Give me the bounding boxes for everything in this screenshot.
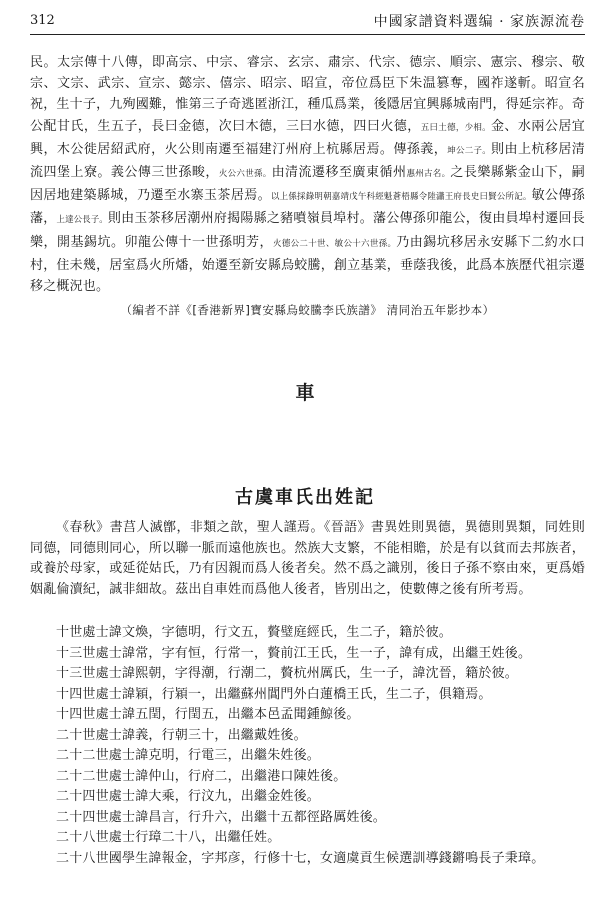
header-rule [30,34,585,35]
page-header [30,8,585,34]
list-item: 十世處士諱文煥，字德明，行文五，贅璧庭經氏，生二子，籍於彼。 [56,625,453,640]
page-number: 312 [30,13,55,28]
migration-paragraph [30,52,585,297]
list-item: 二十四世處士諱大乘，行汶九，出繼金姓後。 [56,789,321,804]
list-item: 二十二世處士諱仲山，行府二，出繼港口陳姓後。 [56,768,347,784]
text-run: 乃由錫坑移居永安縣下二約水口村，住未幾，居室爲火所燔，始遷至新安縣烏蛟騰，創立基業，垂蔭我後，此爲本族歷代祖宗遷移之概況也。 [30,234,585,295]
source-citation: （編者不詳《[香港新界]寶安縣烏蛟騰李氏族譜》 清同治五年影抄本） [120,303,495,317]
interlinear-note: 惠州古名。 [406,169,451,180]
interlinear-note: 五曰土德，少相。 [420,122,491,133]
text-run: 由清流遷移至廣東循州 [271,165,407,181]
generation-list [56,623,586,869]
list-item: 二十八世國學生諱報金，字邦彦，行修十七，女適虞貢生候選訓導錢鏘鳴長子秉璋。 [56,850,545,866]
interlinear-note: 以上係採錄明朝嘉靖戊午科經魁蒼梧縣令陸瀟王府長史曰賢公所記。 [270,192,532,203]
list-item: 二十世處士諱義，行朝三十，出繼戴姓後。 [56,727,307,743]
text-run: 金、水兩公居宜興，木公徙居紹武府，火公則南遷至福建汀州府上杭縣居焉。傳孫義， [30,118,585,157]
list-item: 十四世處士諱㯋，行㯋一，出繼蘇州閶門外白蓮橋王氏，生二子，俱籍焉。 [56,686,492,702]
text-run: 之長樂縣紫金山下，嗣因居地建築縣城，乃遷至水寨玉茶居焉。 [30,165,585,204]
section-heading: 車 [295,382,315,404]
interlinear-note: 火德公二十世、敏公十六世孫。 [273,238,397,249]
interlinear-note: 火公六世孫。 [218,169,272,180]
article-title: 古虞車氏出姓記 [235,487,375,508]
list-item: 十三世處士諱常，字有恒，行常一，贅前江王氏，生一子，諱有成，出繼王姓後。 [56,645,532,661]
list-item: 十四世處士諱五閏，行閏五，出繼本邑孟聞鍾鯨後。 [56,707,360,722]
text-run: 則由上杭移居清流四堡上寮。義公傳三世孫畯， [30,141,585,181]
list-item: 二十八世處士行璋二十八，出繼任姓。 [56,830,281,845]
interlinear-note: 坤公二子。 [447,145,492,156]
list-item: 二十四世處士諱昌言，行升六，出繼十五都徑路厲姓後。 [56,809,387,825]
text-run: 敏公傳孫藩， [30,188,585,227]
intro-paragraph: 《春秋》書莒人滅鄫，非類之歆，聖人謹焉。《晉語》書異姓則異德，異德則異類，同姓則同德，同德則同心，所以聯一脈而遠他族也。然族大支繁，不能相贍，於是有以貧而去邦族者，或養於母家，或延從姑氏，乃有因親而爲人後者矣。然不爲之識別，後日子孫不察由來，更爲婚姻亂倫瀆紀，誠非細故。茲出自車姓而爲他人後者，皆別出之，使數傳之後有所考焉。 [30,520,585,597]
interlinear-note: 上達公長子。 [56,215,108,226]
text-run: 則由玉茶移居潮州府揭陽縣之豬噴嶺員埠村。藩公傳孫卯龍公，復由員埠村遷回長樂，開基錫坑。卯龍公傳十一世孫明芳， [30,211,585,250]
list-item: 十三世處士諱熙朝，字得潮，行潮二，贅杭州厲氏，生一子，諱沈晉，籍於彼。 [56,666,519,681]
list-item: 二十二世處士諱克明，行電三，出繼朱姓後。 [56,748,321,763]
text-run: 民。太宗傳十八傳，即高宗、中宗、睿宗、玄宗、肅宗、代宗、德宗、順宗、憲宗、穆宗、敬宗、文宗、武宗、宣宗、懿宗、僖宗、昭宗、昭宣，帝位爲臣下朱温篡奪，國祚遂斬。昭宣名祝，生十子，九殉國難，惟第三子奇逃匿浙江，種瓜爲業，後隱居宜興縣城南門，得延宗祚。奇公配甘氏，生五子，長曰金德，次曰木德，三曰水德，四曰火德， [30,55,585,134]
running-title: 中國家譜資料選编 · 家族源流卷 [373,14,585,30]
